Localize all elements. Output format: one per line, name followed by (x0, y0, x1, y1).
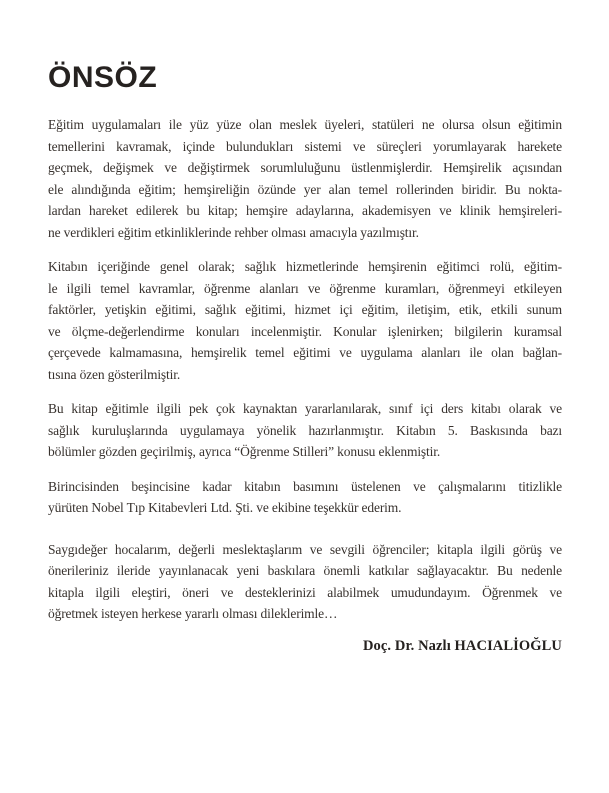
text-line: sağlık kuruluşlarında uygulamaya yönelik hazırlanmıştır. Kitabın 5. Baskısında bazı (48, 422, 562, 438)
paragraph (48, 114, 562, 243)
text-line: yürüten Nobel Tıp Kitabevleri Ltd. Şti. ve ekibine teşekkür ederim. (48, 500, 402, 515)
text-line: ele alındığında eğitim; hemşireliğin özünde yer alan temel rollerinden biridir. Bu nokta- (48, 181, 562, 197)
text-line: le ilgili temel kavramlar, öğrenme alanları ve öğrenme kuramları, öğrenmeyi etkileyen (48, 280, 562, 296)
text-line: Kitabın içeriğinde genel olarak; sağlık hizmetlerinde hemşirenin eğitimci rolü, eğitim- (48, 259, 562, 274)
text-line: öğretmek isteyen herkese yararlı olması dileklerimle… (48, 606, 338, 621)
paragraph (48, 539, 562, 625)
preface-body (48, 114, 562, 625)
page-title: ÖNSÖZ (48, 61, 158, 94)
text-line: bölümler gözden geçirilmiş, ayrıca “Öğrenme Stilleri” konusu eklenmiştir. (48, 444, 441, 459)
text-line: önerileriniz ileride yayınlanacak yeni baskılara önemli katkılar sağlayacaktır. Bu nedenle (48, 563, 562, 578)
paragraph (48, 476, 562, 519)
text-line: Birincisinden beşincisine kadar kitabın basımını üstelenen ve çalışmalarını titizlikle (48, 478, 562, 494)
text-line: Bu kitap eğitimle ilgili pek çok kaynaktan yararlanılarak, sınıf içi ders kitabı olarak ve (48, 401, 562, 416)
text-line: Eğitim uygulamaları ile yüz yüze olan meslek üyeleri, statüleri ne olursa olsun eğitimin (48, 117, 562, 132)
paragraph (48, 256, 562, 385)
text-line: ve ölçme-değerlendirme konuları incelenmiştir. Konular işlenirken; bilgilerin kuramsal (48, 323, 562, 339)
text-line: kitapla ilgili eleştiri, öneri ve desteklerinizi alabilmek umudundayım. Öğrenmek ve (48, 584, 562, 600)
text-line: tısına özen gösterilmiştir. (48, 366, 181, 382)
text-line: ne verdikleri eğitim etkinliklerinde rehber olması amacıyla yazılmıştır. (48, 224, 419, 240)
text-line: geçmek, değişmek ve değiştirmek sorumluluğunu üstlenmişlerdir. Hemşirelik açısından (48, 160, 562, 175)
text-line: faktörler, yetişkin eğitimi, sağlık eğitimi, hizmet içi eğitim, iletişim, etik, etkili sunum (48, 302, 562, 317)
text-line: çerçevede kalmamasına, hemşirelik temel eğitimi ve uygulama alanları ile olan bağlan- (48, 345, 562, 360)
paragraph (48, 398, 562, 463)
author-signature: Doç. Dr. Nazlı HACIALİOĞLU (362, 637, 562, 654)
text-line: lardan hareket edilerek bu kitap; hemşire adaylarına, akademisyen ve klinik hemşireleri- (48, 203, 562, 218)
text-line: Saygıdeğer hocalarım, değerli meslektaşlarım ve sevgili öğrenciler; kitapla ilgili görüş ve (48, 541, 562, 557)
text-line: temellerini kavramak, içinde bulundukları sistemi ve süreçleri yorumlayarak harekete (48, 138, 562, 154)
